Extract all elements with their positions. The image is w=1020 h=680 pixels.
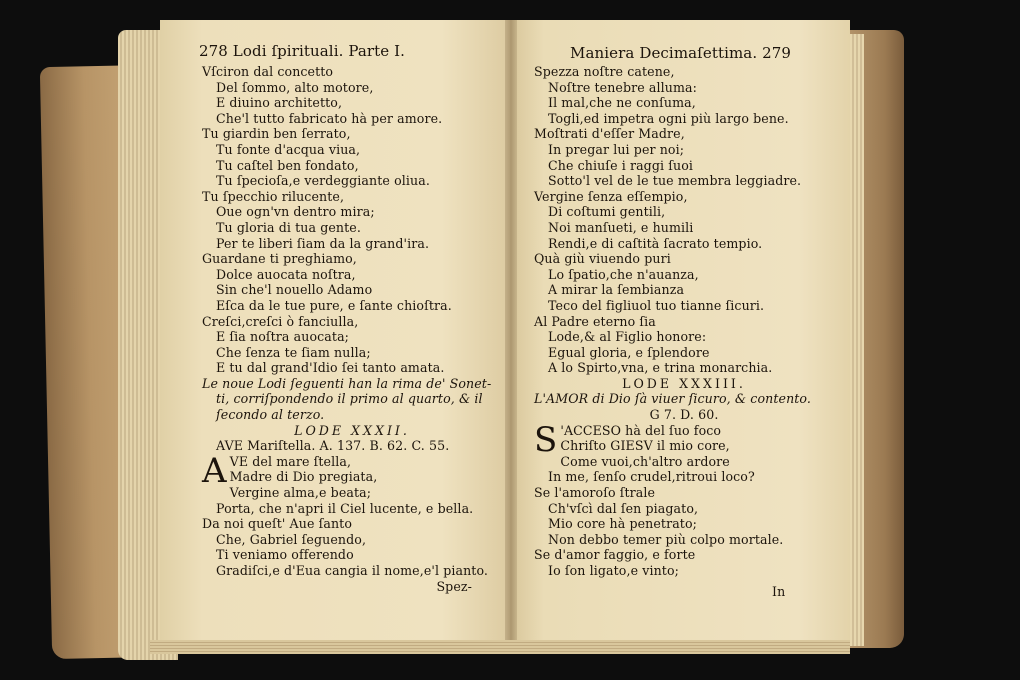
verse-line: Al Padre eterno ſia: [534, 313, 656, 329]
tune-reference: G 7. D. 60.: [649, 407, 719, 423]
verse-line: E tu dal grand'Idio ſei tanto amata.: [216, 360, 445, 376]
rubric-note: Le noue Lodi ſeguenti han la rima de' Sonet-: [202, 375, 492, 391]
right-catchword: In: [772, 584, 786, 599]
verse-line: Da noi queſt' Aue ſanto: [202, 516, 353, 532]
drop-cap-block: [202, 450, 502, 491]
verse-line: A mirar la ſembianza: [548, 282, 685, 298]
verse-line: Vſciron dal concetto: [202, 64, 334, 79]
verse-line: Tu caſtel ben fondato,: [216, 157, 359, 173]
verse-line: Noſtre tenebre alluma:: [548, 79, 697, 95]
left-page-body: [202, 64, 502, 594]
right-page-body: [534, 64, 834, 579]
verse-line: 'ACCESO hà del ſuo foco: [560, 422, 722, 438]
verse-line: Io ſon ligato,e vinto;: [548, 563, 679, 578]
verse-line: Tu gloria di tua gente.: [216, 219, 361, 235]
verse-line: Che chiuſe i raggi ſuoi: [548, 157, 694, 173]
verse-line: Che'l tutto fabricato hà per amore.: [216, 110, 443, 126]
verse-line: Tu fonte d'acqua viua,: [216, 141, 361, 157]
rubric-note: ti, corriſpondendo il primo al quarto, & il: [216, 391, 483, 407]
verse-line: Rendi,e di caſtità ſacrato tempio.: [548, 235, 763, 251]
verse-line: Gradiſci,e d'Eua cangia il nome,e'l pianto.: [216, 563, 489, 578]
verse-line: Vergine alma,e beata;: [229, 485, 372, 501]
right-page-header: Maniera Decimaſettima. 279: [570, 44, 792, 62]
verse-line: Come vuoi,ch'altro ardore: [560, 453, 730, 469]
drop-cap-block: [534, 419, 834, 460]
verse-line: Non debbo temer più colpo mortale.: [548, 531, 784, 547]
hymn-subtitle: L'AMOR di Dio ſà viuer ſicuro, & contento.: [534, 391, 812, 407]
verse-line: Porta, che n'apri il Ciel lucente, e bella.: [216, 500, 474, 516]
verse-line: VE del mare ſtella,: [229, 453, 352, 469]
lode-title: LODE XXXII.: [294, 422, 410, 438]
verse-line: Tu giardin ben ſerrato,: [202, 126, 351, 142]
verse-line: Vergine ſenza eſſempio,: [534, 188, 688, 204]
verse-line: A lo Spirto,vna, e trina monarchia.: [548, 360, 773, 376]
verse-line: Ti veniamo offerendo: [216, 547, 354, 563]
verse-line: Se l'amoroſo ſtrale: [534, 485, 656, 501]
drop-cap: S: [534, 419, 558, 460]
verse-line: Che, Gabriel ſeguendo,: [216, 531, 367, 547]
verse-line: Il mal,che ne conſuma,: [548, 95, 696, 111]
verse-line: Lo ſpatio,che n'auanza,: [548, 266, 699, 282]
verse-line: Egual gloria, e ſplendore: [548, 344, 710, 360]
left-page-header: 278 Lodi ſpirituali. Parte I.: [199, 42, 406, 60]
verse-line: Oue ogn'vn dentro mira;: [216, 204, 375, 220]
verse-line: Se d'amor faggio, e forte: [534, 547, 696, 563]
rubric-note: ſecondo al terzo.: [216, 407, 325, 423]
verse-line: Guardane ti preghiamo,: [202, 251, 357, 267]
verse-line: Per te liberi ſiam da la grand'ira.: [216, 235, 430, 251]
verse-line: Noi manſueti, e humili: [548, 219, 694, 235]
verse-line: Spezza noſtre catene,: [534, 64, 675, 79]
drop-cap: A: [202, 450, 227, 491]
verse-line: E ſia noſtra auocata;: [216, 329, 350, 345]
verse-line: Eſca da le tue pure, e ſante chioſtra.: [216, 297, 452, 313]
verse-line: In pregar lui per noi;: [548, 141, 685, 157]
book-gutter: [505, 20, 517, 648]
verse-line: Del ſommo, alto motore,: [216, 79, 374, 95]
hymn-incipit: AVE Mariſtella. A. 137. B. 62. C. 55.: [216, 438, 450, 454]
verse-line: Togli,ed impetra ogni più largo bene.: [548, 110, 789, 126]
verse-line: Di coſtumi gentili,: [548, 204, 666, 220]
verse-line: Che ſenza te ſiam nulla;: [216, 344, 371, 360]
verse-line: Chriſto GIESV il mio core,: [560, 438, 730, 454]
left-catchword: Spez-: [436, 578, 472, 594]
verse-line: E diuino architetto,: [216, 95, 343, 111]
bottom-page-edges: [150, 640, 850, 654]
verse-line: Sin che'l nouello Adamo: [216, 282, 373, 298]
lode-title: LODE XXXIII.: [622, 375, 746, 391]
verse-line: In me, ſenſo crudel,ritroui loco?: [548, 469, 755, 485]
verse-line: Ch'vſcì dal ſen piagato,: [548, 500, 699, 516]
verse-line: Tu ſpecioſa,e verdeggiante oliua.: [216, 173, 430, 189]
verse-line: Creſci,creſci ò fanciulla,: [202, 313, 359, 329]
verse-line: Madre di Dio pregiata,: [229, 469, 378, 485]
verse-line: Dolce auocata noſtra,: [216, 266, 356, 282]
verse-line: Lode,& al Figlio honore:: [548, 329, 707, 345]
verse-line: Teco del figliuol tuo tianne ſicuri.: [548, 297, 765, 313]
verse-line: Quà giù viuendo puri: [534, 251, 671, 267]
verse-line: Mio core hà penetrato;: [548, 516, 697, 532]
verse-line: Moſtrati d'eſſer Madre,: [534, 126, 685, 142]
verse-line: Sotto'l vel de le tue membra leggiadre.: [548, 173, 802, 189]
verse-line: Tu ſpecchio rilucente,: [202, 188, 345, 204]
